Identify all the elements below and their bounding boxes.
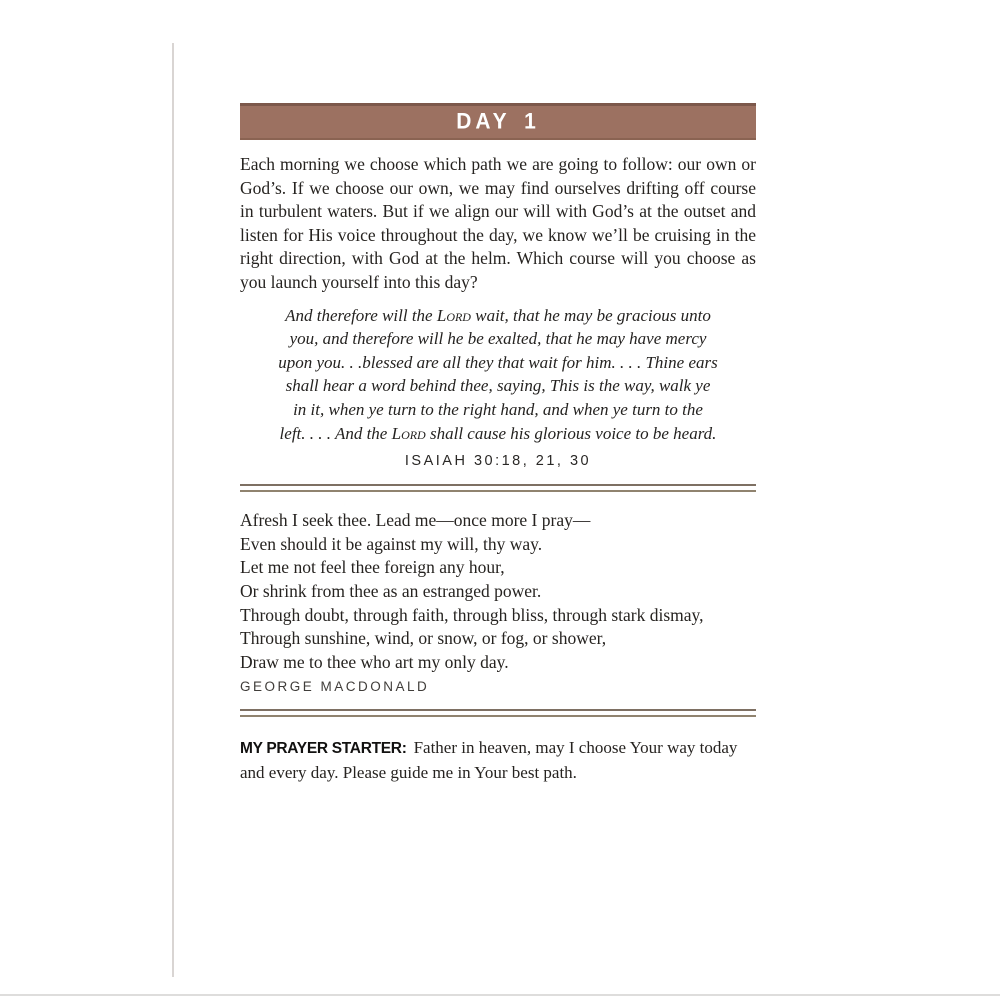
text-line: Afresh I seek thee. Lead me—once more I pray— [240, 510, 591, 531]
day-header-banner [240, 103, 756, 140]
poem-author: GEORGE MACDONALD [240, 679, 430, 695]
day-title: DAY 1 [456, 109, 540, 134]
text-line: left. . . . And the Lord shall cause his glorious voice to be heard. [279, 423, 717, 443]
scripture-reference: ISAIAH 30:18, 21, 30 [404, 453, 592, 470]
section-divider-rule [240, 484, 756, 492]
text-line: Or shrink from thee as an estranged power. [240, 580, 542, 601]
devotional-intro-paragraph: Each morning we choose which path we are going to follow: our own or God’s. If we choose our own, we may find ourselves drifting off course in turbulent waters. But if we align our will with God’s at the outset and listen for His voice throughout the day, we know we’ll be cruising in the right direction, with God at the helm. Which course will you choose as you launch yourself into this day? [240, 154, 756, 292]
section-divider-rule [240, 709, 756, 717]
text-line: Let me not feel thee foreign any hour, [240, 557, 505, 578]
page-content-column [240, 0, 756, 784]
text-line: And therefore will the Lord wait, that he may be gracious unto [285, 305, 711, 325]
prayer-starter-paragraph [240, 736, 756, 784]
text-line: Draw me to thee who art my only day. [240, 651, 509, 672]
prayer-starter-label: MY PRAYER STARTER: [240, 740, 407, 758]
text-line: shall hear a word behind thee, saying, This is the way, walk ye [285, 376, 711, 396]
text-line: upon you. . .blessed are all they that wait for him. . . . Thine ears [278, 352, 718, 372]
text-line: Through sunshine, wind, or snow, or fog, or shower, [240, 628, 607, 649]
text-line: in it, when ye turn to the right hand, and when ye turn to the [293, 399, 703, 419]
text-line: Even should it be against my will, thy way. [240, 533, 543, 554]
poem-block [240, 509, 756, 674]
page-left-edge-line [172, 43, 174, 977]
scripture-quote [240, 304, 756, 446]
text-line: Through doubt, through faith, through bliss, through stark dismay, [240, 604, 704, 625]
prayer-starter-text: Father in heaven, may I choose Your way today and every day. Please guide me in Your best path. [240, 738, 738, 782]
page-bottom-edge-line [0, 994, 1000, 996]
text-line: you, and therefore will he be exalted, that he may have mercy [289, 329, 707, 349]
